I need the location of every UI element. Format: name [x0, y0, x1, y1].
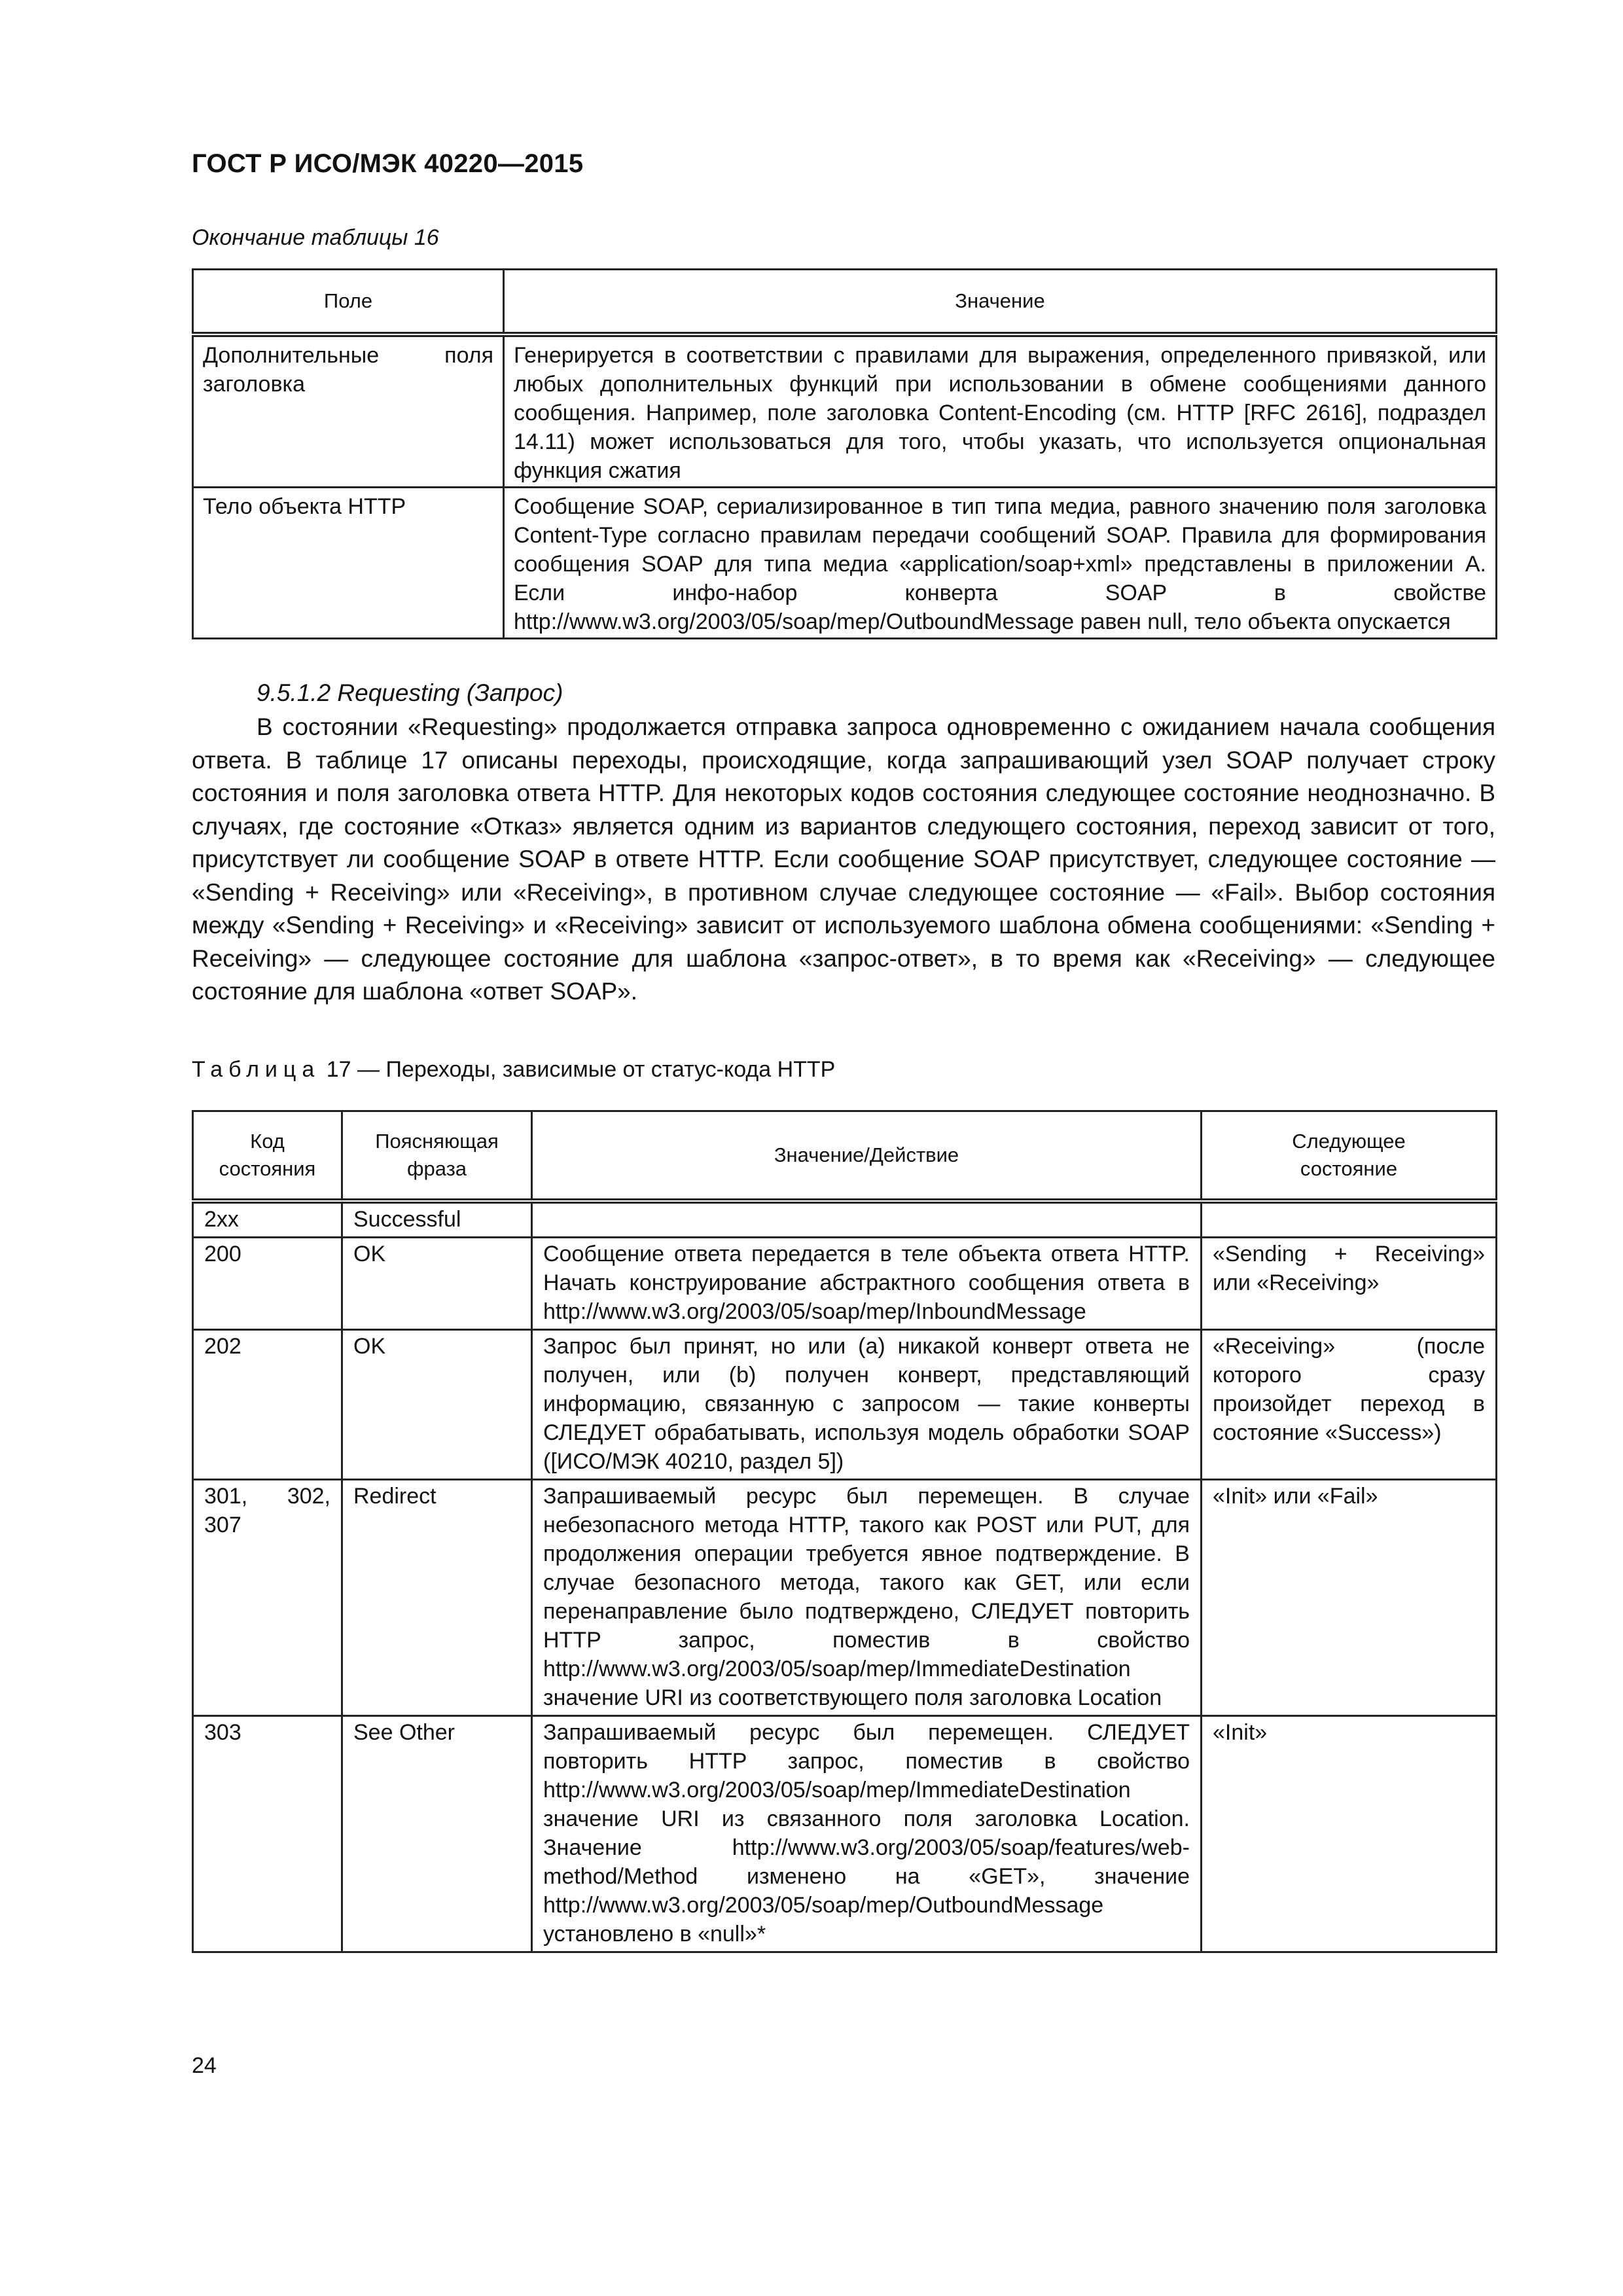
table16-caption: Окончание таблицы 16 [192, 225, 439, 250]
section-title: 9.5.1.2 Requesting (Запрос) [257, 679, 563, 706]
document-header: ГОСТ Р ИСО/МЭК 40220—2015 [192, 149, 584, 178]
table17-caption-title: 17 — Переходы, зависимые от статус-кода HTTP [320, 1057, 836, 1082]
next-state-cell [1202, 1201, 1497, 1238]
next-state-cell: «Init» или «Fail» [1202, 1480, 1497, 1716]
table17-col-next: Следующее состояние [1202, 1111, 1497, 1202]
reason-phrase-cell: Redirect [342, 1480, 532, 1716]
table17-header-row [193, 1111, 1497, 1202]
status-code-cell: 2xx [193, 1201, 342, 1238]
table-row [193, 334, 1497, 488]
table17-col-action: Значение/Действие [532, 1111, 1202, 1202]
action-cell: Запрашиваемый ресурс был перемещен. В случае небезопасного метода HTTP, такого как POST или PUT, для продолжения операции требуется явное подтверждение. В случае безопасного метода, такого как GET, или если перенаправление было подтверждено, СЛЕДУЕТ повторить HTTP запрос, поместив в свойство http://www.w3.org/2003/05/soap/mep/ImmediateDestination значение URI из соответствующего поля заголовка Location [532, 1480, 1202, 1716]
table16-value-cell: Генерируется в соответствии с правилами для выражения, определенного привязкой, или любых дополнительных функций при использовании в обмене сообщениями данного сообщения. Например, поле заголовка Content-Encoding (см. HTTP [RFC 2616], подраздел 14.11) может использоваться для того, чтобы указать, что используется опциональная функция сжатия [504, 334, 1497, 488]
table-row [193, 1330, 1497, 1480]
table-row [193, 488, 1497, 639]
reason-phrase-cell: Successful [342, 1201, 532, 1238]
table17-caption-prefix: Таблица [192, 1057, 321, 1082]
section-paragraph: В состоянии «Requesting» продолжается отправка запроса одновременно с ожиданием начала сообщения ответа. В таблице 17 описаны переходы, происходящие, когда запрашивающий узел SOAP получает строку состояния и поля заголовка ответа HTTP. Для некоторых кодов состояния следующее состояние неоднозначно. В случаях, где состояние «Отказ» является одним из вариантов следующего состояния, переход зависит от того, присутствует ли сообщение SOAP в ответе HTTP. Если сообщение SOAP присутствует, следующее состояние — «Sending + Receiving» или «Receiving», в противном случае следующее состояние — «Fail». Выбор состояния между «Sending + Receiving» и «Receiving» зависит от используемого шаблона обмена сообщениями: «Sending + Receiving» — следующее состояние для шаблона «запрос-ответ», в то время как «Receiving» — следующее состояние для шаблона «ответ SOAP». [192, 713, 1495, 1005]
table-row [193, 1238, 1497, 1330]
table-17 [192, 1110, 1497, 1953]
action-cell: Запрашиваемый ресурс был перемещен. СЛЕДУЕТ повторить HTTP запрос, поместив в свойство http://www.w3.org/2003/05/soap/mep/ImmediateDestination значение URI из связанного поля заголовка Location. Значение http://www.w3.org/2003/05/soap/features/web-method/Method изменено на «GET», значение http://www.w3.org/2003/05/soap/mep/OutboundMessage установлено в «null»* [532, 1716, 1202, 1952]
table-16 [192, 268, 1497, 639]
table17-col-code: Код состояния [193, 1111, 342, 1202]
status-code-cell: 200 [193, 1238, 342, 1330]
table16-field-cell: Дополнительные поля заголовка [193, 334, 504, 488]
table17-col-phrase: Поясняющая фраза [342, 1111, 532, 1202]
page-number: 24 [192, 2053, 217, 2078]
table-row [193, 1716, 1497, 1952]
action-cell: Сообщение ответа передается в теле объекта ответа HTTP. Начать конструирование абстрактного сообщения ответа в http://www.w3.org/2003/05/soap/mep/InboundMessage [532, 1238, 1202, 1330]
table-row [193, 1480, 1497, 1716]
next-state-cell: «Receiving» (после которого сразу произойдет переход в состояние «Success») [1202, 1330, 1497, 1480]
table16-field-cell: Тело объекта HTTP [193, 488, 504, 639]
reason-phrase-cell: OK [342, 1330, 532, 1480]
table16-header-row [193, 270, 1497, 335]
table16-col-value: Значение [504, 270, 1497, 335]
status-code-cell: 303 [193, 1716, 342, 1952]
table17-caption [192, 1057, 835, 1083]
table16-col-field: Поле [193, 270, 504, 335]
action-cell [532, 1201, 1202, 1238]
status-code-cell: 202 [193, 1330, 342, 1480]
reason-phrase-cell: See Other [342, 1716, 532, 1952]
reason-phrase-cell: OK [342, 1238, 532, 1330]
table16-value-cell: Сообщение SOAP, сериализированное в тип типа медиа, равного значению поля заголовка Content-Type согласно правилам передачи сообщений SOAP. Правила для формирования сообщения SOAP для типа медиа «application/soap+xml» представлены в приложении А. Если инфо-набор конверта SOAP в свойстве http://www.w3.org/2003/05/soap/mep/OutboundMessage равен null, тело объекта опускается [504, 488, 1497, 639]
status-code-cell: 301, 302, 307 [193, 1480, 342, 1716]
table-row [193, 1201, 1497, 1238]
next-state-cell: «Sending + Receiving» или «Receiving» [1202, 1238, 1497, 1330]
action-cell: Запрос был принят, но или (а) никакой конверт ответа не получен, или (b) получен конверт, представляющий информацию, связанную с запросом — такие конверты СЛЕДУЕТ обрабатывать, используя модель обработки SOAP ([ИСО/МЭК 40210, раздел 5]) [532, 1330, 1202, 1480]
next-state-cell: «Init» [1202, 1716, 1497, 1952]
